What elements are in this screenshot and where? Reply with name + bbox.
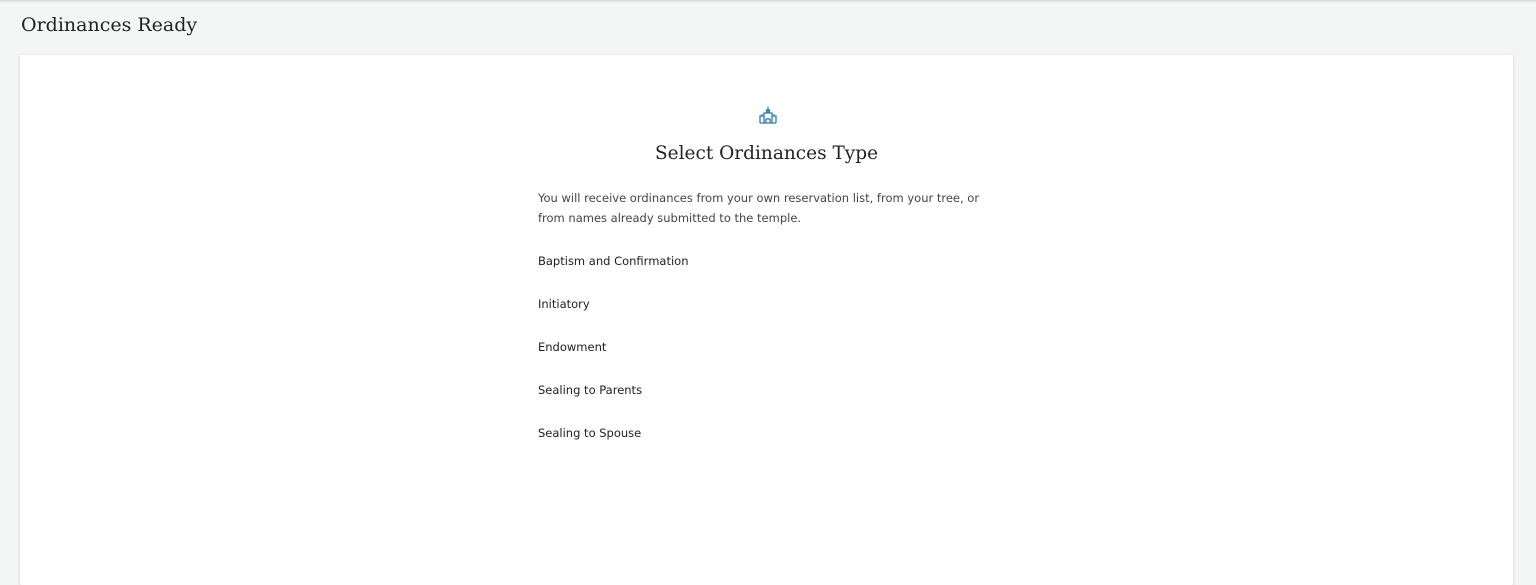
- temple-icon: [758, 105, 778, 125]
- description: You will receive ordinances from your own reservation list, from your tree, or from names already submitted to the temple.: [538, 191, 980, 225]
- option-initiatory[interactable]: Initiatory: [538, 297, 590, 311]
- option-baptism-confirmation[interactable]: Baptism and Confirmation: [538, 254, 689, 268]
- option-endowment[interactable]: Endowment: [538, 340, 607, 354]
- top-shadow: [0, 0, 1536, 3]
- section-heading: Select Ordinances Type: [654, 143, 879, 164]
- option-sealing-to-spouse[interactable]: Sealing to Spouse: [538, 426, 642, 440]
- ordinance-type-card: [20, 55, 1513, 585]
- option-sealing-to-parents[interactable]: Sealing to Parents: [538, 383, 643, 397]
- page-title: Ordinances Ready: [21, 14, 198, 36]
